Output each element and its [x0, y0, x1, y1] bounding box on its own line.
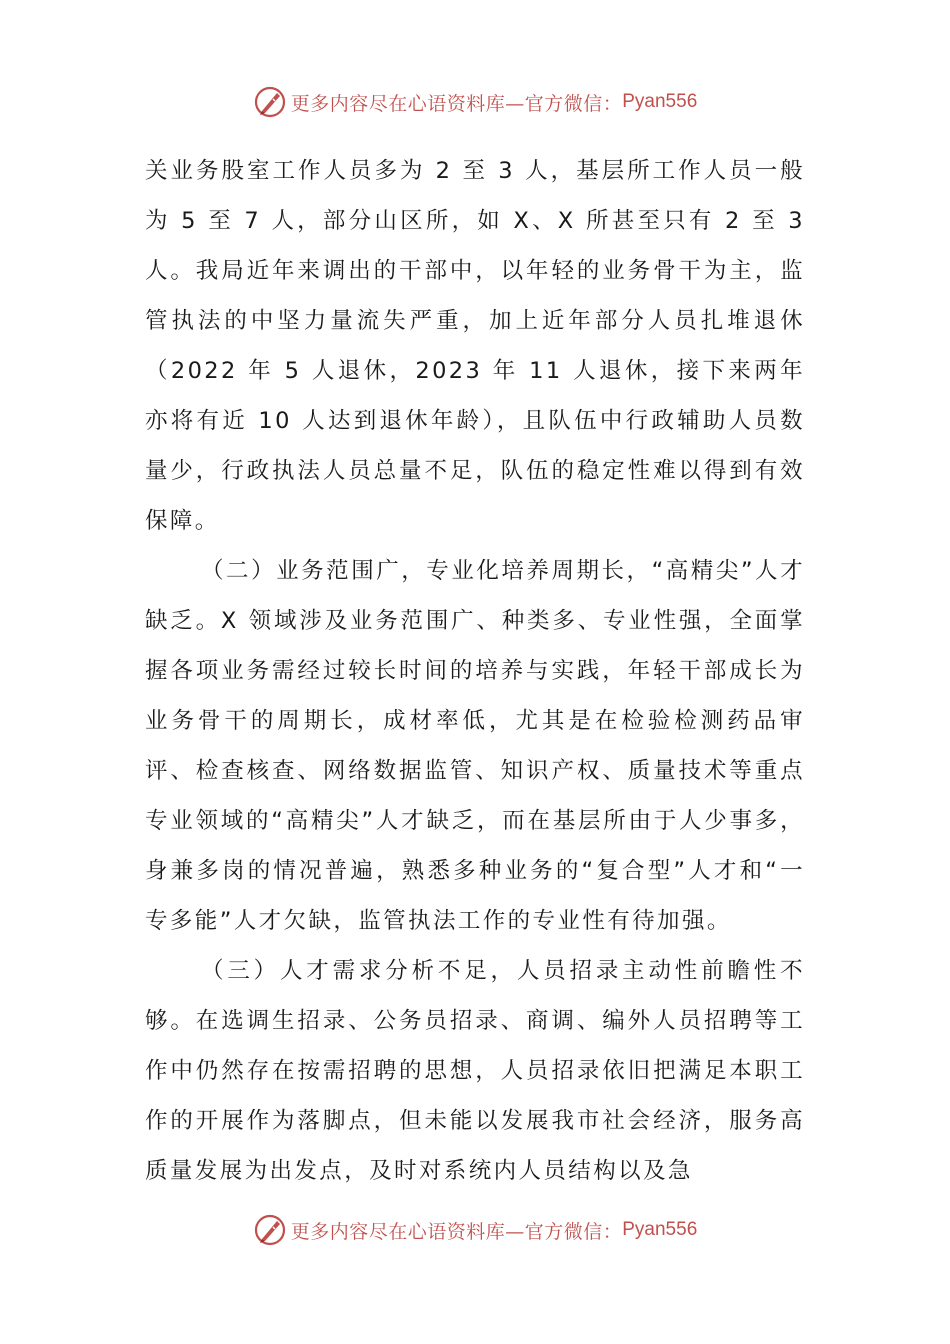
header-banner-code: Pyan556 — [622, 91, 698, 112]
document-body — [145, 146, 805, 1196]
header-banner-text: 更多内容尽在心语资料库—官方微信： — [290, 92, 623, 115]
paragraph-3: （三）人才需求分析不足，人员招录主动性前瞻性不够。在选调生招录、公务员招录、商调、编外人员招聘等工作中仍然存在按需招聘的思想，人员招录依旧把满足本职工作的开展作为落脚点，但未能以发展我市社会经济，服务高质量发展为出发点，及时对系统内人员结构以及急 — [145, 958, 805, 1184]
quill-pen-seal-icon — [253, 1213, 287, 1247]
paragraph-1: 关业务股室工作人员多为 2 至 3 人，基层所工作人员一般为 5 至 7 人，部分山区所，如 X、X 所甚至只有 2 至 3 人。我局近年来调出的干部中，以年轻的业务骨干为主，监管执法的中坚力量流失严重，加上近年部分人员扎堆退休（2022 年 5 人退休，2023 年 11 人退休，接下来两年亦将有近 10 人达到退休年龄），且队伍中行政辅助人员数量少，行政执法人员总量不足，队伍的稳定性难以得到有效保障。 — [145, 158, 805, 534]
paragraph-2: （二）业务范围广，专业化培养周期长，“高精尖”人才缺乏。X 领域涉及业务范围广、种类多、专业性强，全面掌握各项业务需经过较长时间的培养与实践，年轻干部成长为业务骨干的周期长，成材率低，尤其是在检验检测药品审评、检查核查、网络数据监管、知识产权、质量技术等重点专业领域的“高精尖”人才缺乏，而在基层所由于人少事多，身兼多岗的情况普遍，熟悉多种业务的“复合型”人才和“一专多能”人才欠缺，监管执法工作的专业性有待加强。 — [145, 558, 805, 934]
footer-banner — [0, 1210, 950, 1250]
quill-pen-seal-icon — [253, 85, 287, 119]
header-banner — [0, 82, 950, 122]
footer-banner-text: 更多内容尽在心语资料库—官方微信： — [290, 1220, 623, 1243]
footer-banner-code: Pyan556 — [622, 1219, 698, 1240]
